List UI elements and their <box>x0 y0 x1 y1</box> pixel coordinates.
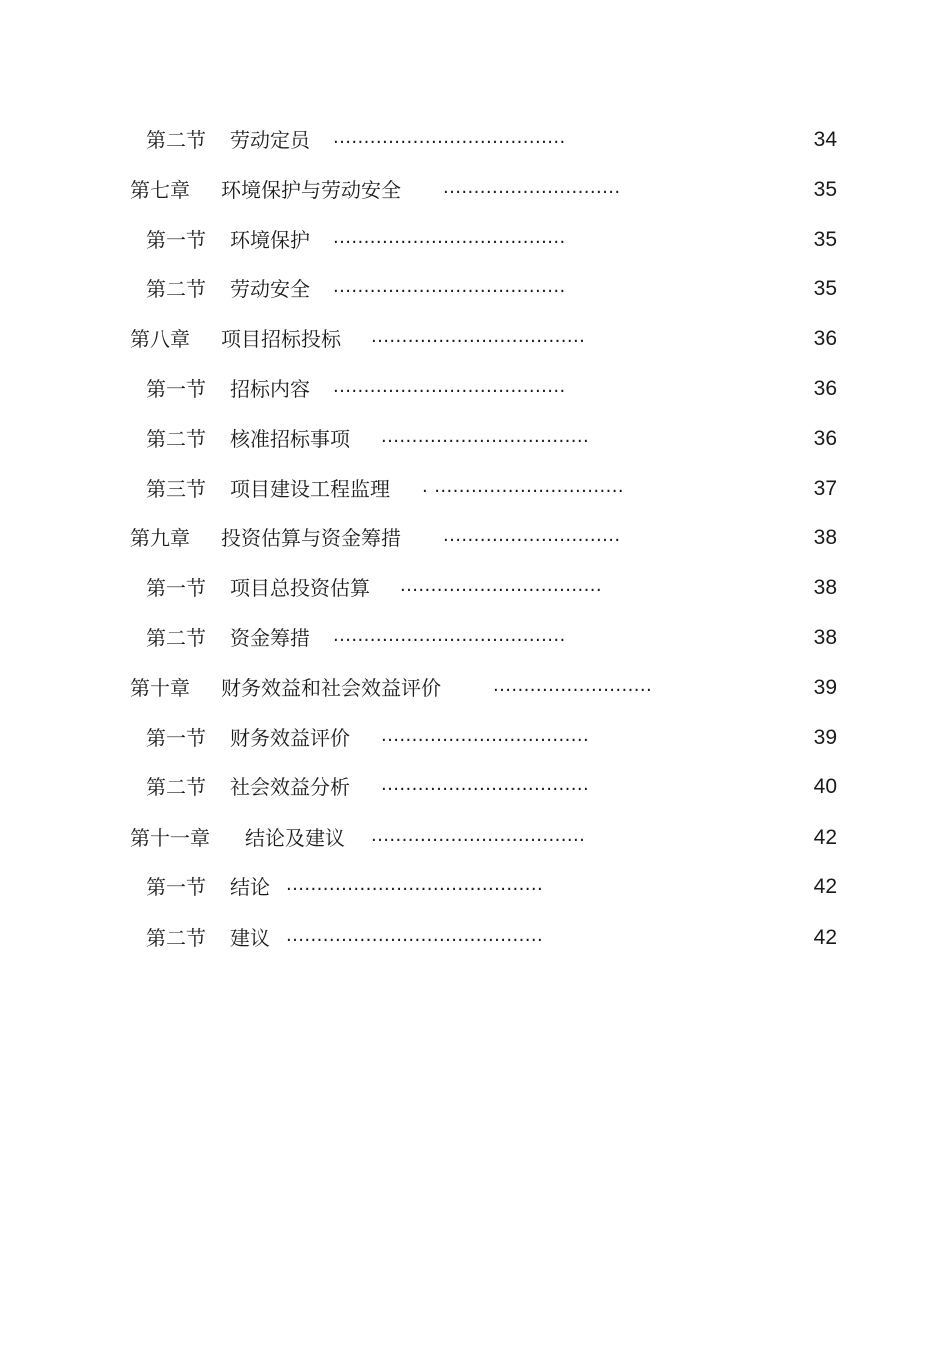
toc-entry-number: 第一节 <box>146 377 206 401</box>
toc-entry-leader: .................................. <box>381 774 590 795</box>
toc-entry-page: 34 <box>813 128 837 151</box>
toc-entry[interactable] <box>0 474 950 504</box>
toc-entry-leader: .................................. <box>381 725 590 746</box>
toc-entry-number: 第十一章 <box>130 826 210 850</box>
toc-entry-title: 核准招标事项 <box>230 427 350 451</box>
toc-entry-title: 项目建设工程监理 <box>230 477 390 501</box>
toc-entry[interactable] <box>0 872 950 902</box>
toc-entry-leader: ................................... <box>371 326 586 347</box>
toc-entry-number: 第九章 <box>130 526 190 550</box>
toc-entry-leader: .......................................... <box>286 874 544 895</box>
toc-entry-leader: ...................................... <box>333 376 566 397</box>
toc-entry-page: 42 <box>813 875 837 898</box>
toc-entry-page: 36 <box>813 427 837 450</box>
toc-entry-leader: ...................................... <box>333 127 566 148</box>
toc-entry-leader: ...................................... <box>333 227 566 248</box>
toc-entry[interactable] <box>0 823 950 853</box>
toc-entry-title: 招标内容 <box>230 377 310 401</box>
toc-entry-leader: ................................. <box>400 575 603 596</box>
toc-entry-title: 社会效益分析 <box>230 775 350 799</box>
toc-entry[interactable] <box>0 923 950 953</box>
toc-entry-number: 第二节 <box>146 626 206 650</box>
toc-entry-page: 35 <box>813 228 837 251</box>
toc-entry-page: 37 <box>813 477 837 500</box>
toc-entry-leader: . ............................... <box>422 476 625 497</box>
toc-entry[interactable] <box>0 374 950 404</box>
toc-entry[interactable] <box>0 523 950 553</box>
toc-entry-page: 36 <box>813 377 837 400</box>
toc-entry[interactable] <box>0 225 950 255</box>
toc-entry[interactable] <box>0 175 950 205</box>
toc-entry-leader: .......................................... <box>286 925 544 946</box>
toc-entry-title: 财务效益评价 <box>230 726 350 750</box>
toc-entry-title: 环境保护与劳动安全 <box>221 178 401 202</box>
toc-entry[interactable] <box>0 772 950 802</box>
toc-entry-number: 第三节 <box>146 477 206 501</box>
toc-entry-number: 第一节 <box>146 576 206 600</box>
toc-entry-leader: .................................. <box>381 426 590 447</box>
toc-entry-title: 财务效益和社会效益评价 <box>221 676 441 700</box>
toc-entry-title: 建议 <box>230 926 270 950</box>
toc-entry-title: 投资估算与资金筹措 <box>221 526 401 550</box>
toc-entry-page: 38 <box>813 626 837 649</box>
toc-entry-title: 结论 <box>230 875 270 899</box>
toc-entry-title: 劳动定员 <box>230 128 310 152</box>
toc-entry-number: 第七章 <box>130 178 190 202</box>
toc-entry-title: 资金筹措 <box>230 626 310 650</box>
toc-entry-page: 36 <box>813 327 837 350</box>
toc-entry-page: 38 <box>813 526 837 549</box>
toc-entry[interactable] <box>0 623 950 653</box>
toc-entry-page: 39 <box>813 676 837 699</box>
toc-entry[interactable] <box>0 673 950 703</box>
toc-entry-page: 35 <box>813 277 837 300</box>
toc-entry-title: 环境保护 <box>230 228 310 252</box>
toc-entry-page: 42 <box>813 926 837 949</box>
toc-entry-title: 结论及建议 <box>245 826 345 850</box>
toc-entry-page: 35 <box>813 178 837 201</box>
toc-entry-number: 第二节 <box>146 128 206 152</box>
toc-entry-number: 第一节 <box>146 228 206 252</box>
toc-entry-leader: ............................. <box>443 525 621 546</box>
toc-entry[interactable] <box>0 723 950 753</box>
toc-entry[interactable] <box>0 424 950 454</box>
toc-entry-leader: .......................... <box>493 675 653 696</box>
toc-entry-leader: ...................................... <box>333 625 566 646</box>
toc-entry-leader: ................................... <box>371 825 586 846</box>
toc-entry-leader: ...................................... <box>333 276 566 297</box>
toc-entry-leader: ............................. <box>443 177 621 198</box>
toc-entry-page: 39 <box>813 726 837 749</box>
toc-entry[interactable] <box>0 125 950 155</box>
toc-entry-number: 第二节 <box>146 427 206 451</box>
toc-entry-number: 第一节 <box>146 875 206 899</box>
toc-entry[interactable] <box>0 324 950 354</box>
toc-entry-page: 40 <box>813 775 837 798</box>
toc-entry-page: 42 <box>813 826 837 849</box>
toc-entry-number: 第二节 <box>146 926 206 950</box>
toc-entry-number: 第八章 <box>130 327 190 351</box>
toc-entry-title: 项目总投资估算 <box>230 576 370 600</box>
toc-entry-number: 第二节 <box>146 277 206 301</box>
toc-entry-number: 第二节 <box>146 775 206 799</box>
toc-entry-title: 劳动安全 <box>230 277 310 301</box>
toc-entry-number: 第十章 <box>130 676 190 700</box>
toc-entry-page: 38 <box>813 576 837 599</box>
toc-entry[interactable] <box>0 573 950 603</box>
toc-entry-title: 项目招标投标 <box>221 327 341 351</box>
toc-entry[interactable] <box>0 274 950 304</box>
toc-entry-number: 第一节 <box>146 726 206 750</box>
